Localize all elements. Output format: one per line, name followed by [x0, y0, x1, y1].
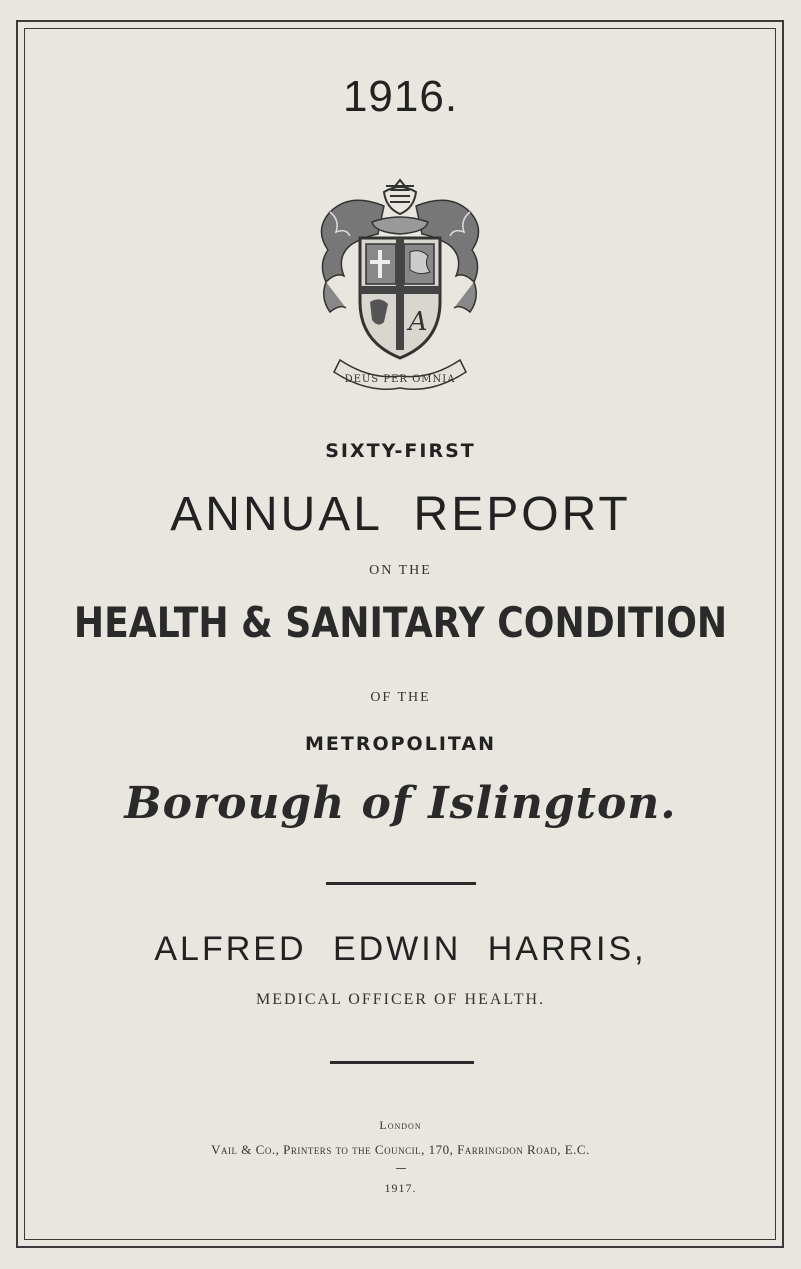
coat-of-arms-icon	[300, 172, 500, 392]
divider-rule	[326, 882, 476, 885]
on-the-text: ON THE	[369, 563, 432, 578]
imprint-year: 1917.	[384, 1181, 417, 1195]
imprint-printer: Vail & Co., Printers to the Council, 170, Farringdon Road, E.C.	[211, 1142, 590, 1157]
author-name: ALFRED EDWIN HARRIS,	[154, 930, 647, 968]
report-title: ANNUAL REPORT	[170, 488, 631, 541]
report-ordinal: SIXTY-FIRST	[325, 440, 476, 462]
svg-text:A: A	[408, 307, 428, 337]
metropolitan-text: METROPOLITAN	[305, 733, 496, 755]
crest-motto: DEUS PER OMNIA	[344, 374, 456, 385]
borough-name: Borough of Islington.	[124, 778, 677, 829]
author-position: MEDICAL OFFICER OF HEALTH.	[255, 991, 546, 1008]
report-year: 1916.	[342, 72, 459, 121]
divider-rule	[330, 1061, 474, 1064]
imprint-dash	[396, 1168, 406, 1169]
imprint-city: London	[379, 1118, 422, 1132]
report-subject: HEALTH & SANITARY CONDITION	[73, 598, 728, 647]
of-the-text: OF THE	[370, 690, 431, 705]
